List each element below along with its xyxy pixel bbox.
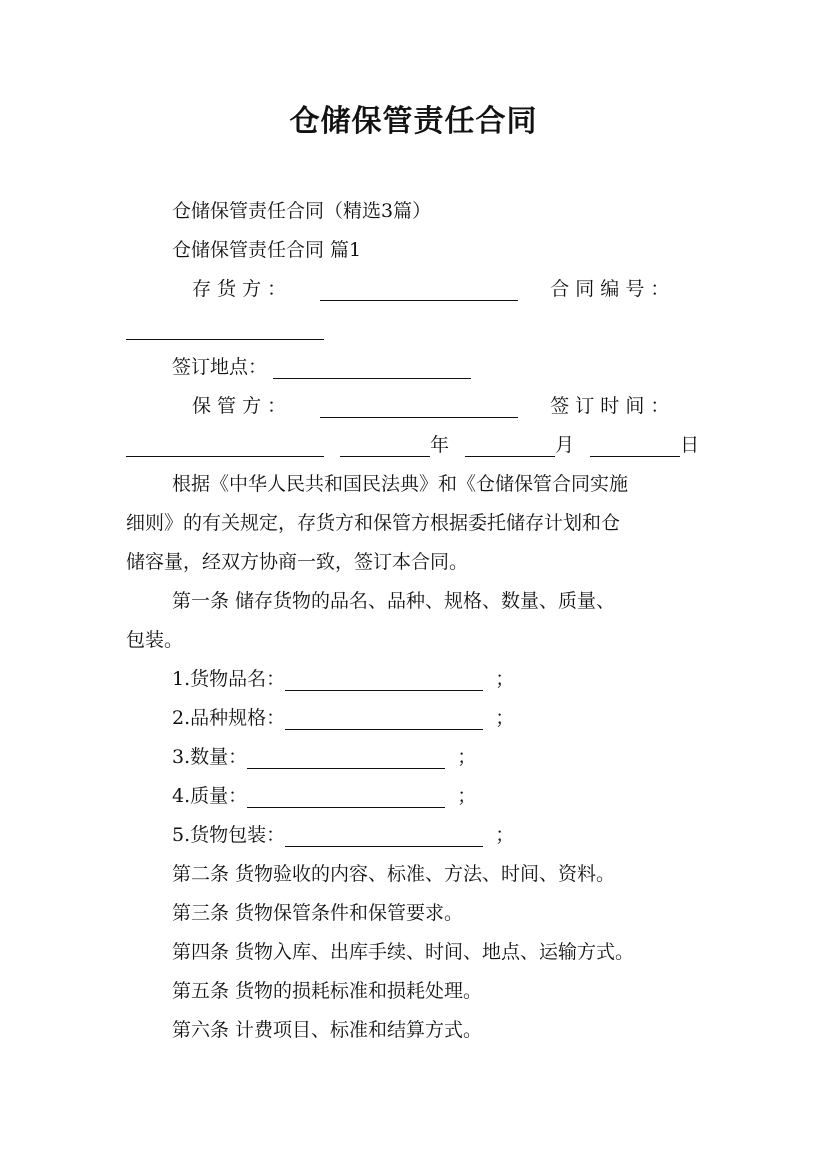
day-field[interactable] <box>590 432 680 457</box>
sign-place-row <box>172 348 471 387</box>
depositor-field[interactable] <box>320 276 518 301</box>
keeper-row <box>192 387 669 426</box>
year-label: 年 <box>430 434 450 456</box>
preamble-line-3: 储容量，经双方协商一致，签订本合同。 <box>126 551 469 573</box>
subtitle: 仓储保管责任合同（精选3篇） <box>172 200 432 222</box>
month-field[interactable] <box>465 432 555 457</box>
sign-time-label: 签 订 时 间 ： <box>550 395 670 417</box>
article-1-line-1: 第一条 储存货物的品名、品种、规格、数量、质量、 <box>172 590 616 612</box>
semicolon: ； <box>495 668 515 690</box>
item-quality <box>172 777 476 816</box>
item-spec <box>172 699 514 738</box>
sign-place-label: 签订地点： <box>172 356 268 378</box>
depositor-label: 存 货 方 ： <box>192 278 287 300</box>
article-5: 第五条 货物的损耗标准和损耗处理。 <box>172 980 483 1002</box>
article-4: 第四条 货物入库、出库手续、时间、地点、运输方式。 <box>172 941 635 963</box>
article-6: 第六条 计费项目、标准和结算方式。 <box>172 1019 483 1041</box>
article-1-line-2: 包装。 <box>126 629 184 651</box>
spec-field[interactable] <box>285 705 483 730</box>
quantity-field[interactable] <box>247 744 445 769</box>
semicolon: ； <box>457 785 477 807</box>
preamble-line-2: 细则》的有关规定，存货方和保管方根据委托储存计划和仓 <box>126 512 621 534</box>
semicolon: ； <box>495 824 515 846</box>
article-3: 第三条 货物保管条件和保管要求。 <box>172 902 464 924</box>
month-label: 月 <box>555 434 575 456</box>
item-goods-name <box>172 660 514 699</box>
article-2: 第二条 货物验收的内容、标准、方法、时间、资料。 <box>172 863 616 885</box>
item-quantity-label: 3.数量： <box>172 746 248 768</box>
sign-place-field[interactable] <box>273 354 471 379</box>
section-heading: 仓储保管责任合同 篇1 <box>172 239 362 261</box>
semicolon: ； <box>495 707 515 729</box>
contract-no-field[interactable] <box>126 315 324 340</box>
semicolon: ； <box>457 746 477 768</box>
year-field[interactable] <box>340 432 430 457</box>
day-label: 日 <box>680 434 700 456</box>
keeper-field[interactable] <box>320 393 518 418</box>
sign-time-field[interactable] <box>126 432 324 457</box>
item-goods-name-label: 1.货物品名： <box>172 668 286 690</box>
goods-name-field[interactable] <box>285 666 483 691</box>
packaging-field[interactable] <box>285 822 483 847</box>
depositor-row <box>192 270 669 309</box>
preamble-line-1: 根据《中华人民共和国民法典》和《仓储保管合同实施 <box>172 473 629 495</box>
item-packaging-label: 5.货物包装： <box>172 824 286 846</box>
quality-field[interactable] <box>247 783 445 808</box>
item-packaging <box>172 816 514 855</box>
item-quantity <box>172 738 476 777</box>
sign-date-row <box>126 426 699 465</box>
keeper-label: 保 管 方 ： <box>192 395 287 417</box>
document-title: 仓储保管责任合同 <box>289 104 538 139</box>
item-quality-label: 4.质量： <box>172 785 248 807</box>
contract-no-row <box>126 309 324 348</box>
item-spec-label: 2.品种规格： <box>172 707 286 729</box>
contract-no-label: 合 同 编 号 ： <box>550 278 670 300</box>
